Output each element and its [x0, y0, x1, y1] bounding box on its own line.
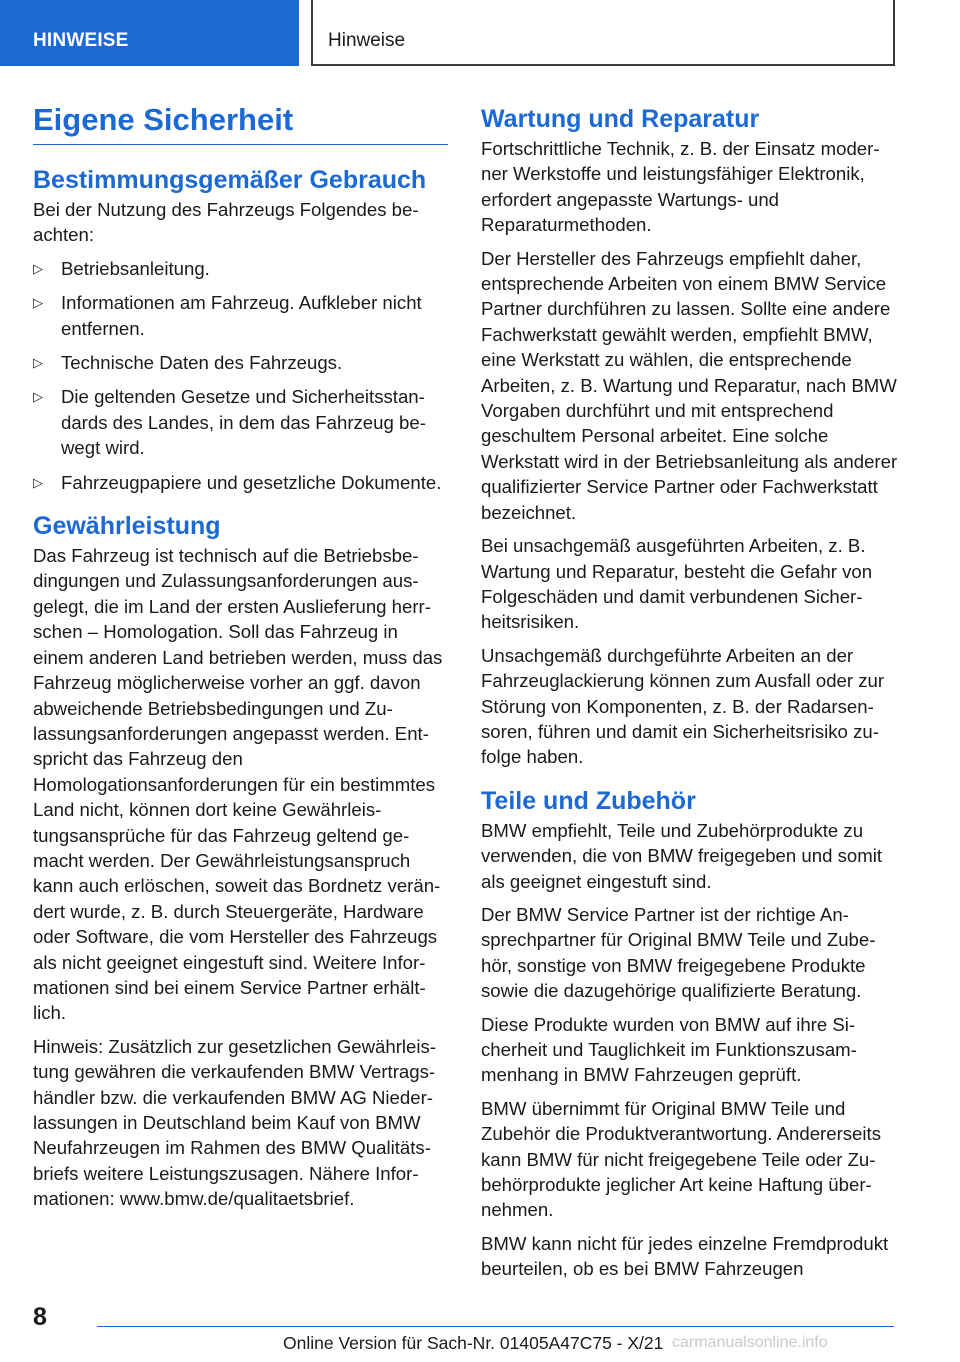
- paragraph: Fortschrittliche Technik, z. B. der Einsatz moderner Werkstoffe und leistungsfähiger Elektronik, erfordert angepasste Wartungs- und Reparaturmethoden.: [481, 138, 880, 236]
- list-item-text: Informationen am Fahrzeug. Aufkleber nicht entfernen.: [61, 292, 422, 339]
- section-header: [311, 0, 895, 66]
- paragraph: BMW empfiehlt, Teile und Zubehörprodukte zu verwenden, die von BMW freigegeben und somit als geeignet eingestuft sind.: [481, 819, 883, 892]
- paragraph: Diese Produkte wurden von BMW auf ihre Sicherheit und Tauglichkeit im Funktionszusammenhang in BMW Fahrzeugen geprüft.: [481, 1013, 857, 1086]
- paragraph: Der Hersteller des Fahrzeugs empfiehlt daher, entsprechende Arbeiten von einem BMW Service Partner durchführen zu lassen. Sollte eine andere Fachwerkstatt gewählt werden, empfiehlt BMW, eine Werkstatt zu wählen, die entsprechende Arbeiten, z. B. Wartung und Reparatur, nach BMW Vorgaben durchführt und mit entsprechend geschultem Personal arbeitet. Eine solche Werkstatt wird in der Betriebsanleitung als anderer qualifizierter Service Partner oder Fachwerkstatt bezeichnet.: [481, 247, 898, 523]
- section-title-warranty: Gewährleistung: [33, 512, 221, 541]
- list-item: [33, 470, 448, 495]
- list-item-text: Betriebsanleitung.: [61, 257, 210, 279]
- list-item: [33, 256, 448, 281]
- section-title-intended-use: Bestimmungsgemäßer Gebrauch: [33, 166, 427, 194]
- footer-divider: [97, 1326, 894, 1327]
- page-title: Eigene Sicherheit: [33, 100, 448, 145]
- list-item: [33, 350, 448, 375]
- paragraph: Unsachgemäß durchgeführte Arbeiten an der Fahrzeuglackierung können zum Ausfall oder zur Störung von Komponenten, z. B. der Radarsensoren, führen und damit ein Sicherheitsrisiko zufolge haben.: [481, 644, 885, 768]
- watermark: carmanualsonline.info: [672, 1334, 828, 1351]
- paragraph: Hinweis: Zusätzlich zur gesetzlichen Gewährleistung gewähren die verkaufenden BMW Vertragshändler bzw. die verkaufenden BMW AG Niederlassungen in Deutschland beim Kauf von BMW Neufahrzeugen im Rahmen des BMW Qualitätsbriefs weitere Leistungszusagen. Nähere Informationen: www.bmw.de/qualitaetsbrief.: [33, 1035, 437, 1210]
- paragraph: Bei unsachgemäß ausgeführten Arbeiten, z. B. Wartung und Reparatur, besteht die Gefahr von Folgeschäden und damit verbundenen Sicherheitsrisiken.: [481, 535, 873, 633]
- list-item: [33, 384, 448, 460]
- paragraph: Das Fahrzeug ist technisch auf die Betriebsbedingungen und Zulassungsanforderungen ausgelegt, die im Land der ersten Auslieferung herrschen – Homologation. Soll das Fahrzeug in einem anderen Land betrieben werden, muss das Fahrzeug möglicherweise vorher an ggf. davon abweichende Betriebsbedingungen und Zulassungsanforderungen angepasst werden. Entspricht das Fahrzeug den Homologationsanforderungen für ein bestimmtes Land nicht, können dort keine Gewährleistungsansprüche für das Fahrzeug geltend gemacht werden. Der Gewährleistungsanspruch kann auch erlöschen, soweit das Bordnetz verändert wurde, z. B. durch Steuergeräte, Hardware oder Software, die vom Hersteller des Fahrzeugs als nicht geeignet eingestuft sind. Weitere Informationen sind bei einem Service Partner erhältlich.: [33, 545, 443, 1024]
- page-number: 8: [33, 1303, 47, 1331]
- section-title-parts-accessories: Teile und Zubehör: [481, 786, 696, 815]
- chapter-tab-label: HINWEISE: [33, 30, 129, 51]
- bullet-triangle-icon: ▷: [33, 389, 43, 405]
- bullet-triangle-icon: ▷: [33, 260, 43, 276]
- section-title-maintenance: Wartung und Reparatur: [481, 105, 760, 133]
- bullet-triangle-icon: ▷: [33, 474, 43, 490]
- paragraph: BMW kann nicht für jedes einzelne Fremdprodukt beurteilen, ob es bei BMW Fahrzeugen: [481, 1232, 889, 1280]
- paragraph: Der BMW Service Partner ist der richtige Ansprechpartner für Original BMW Teile und Zubehör, sonstige von BMW freigegebene Produkte sowie die dazugehörige qualifizierte Beratung.: [481, 903, 876, 1002]
- paragraph: BMW übernimmt für Original BMW Teile und Zubehör die Produktverantwortung. Andererseits kann BMW für nicht freigegebene Teile oder Zubehörprodukte jeglicher Art keine Haftung übernehmen.: [481, 1097, 881, 1221]
- bullet-triangle-icon: ▷: [33, 355, 43, 371]
- section-header-label: Hinweise: [328, 30, 406, 51]
- bullet-list: [33, 256, 448, 495]
- bullet-triangle-icon: ▷: [33, 295, 43, 311]
- left-column: [33, 100, 448, 1220]
- chapter-tab: [0, 0, 299, 66]
- paragraph: Bei der Nutzung des Fahrzeugs Folgendes beachten:: [33, 199, 419, 246]
- list-item: [33, 290, 448, 341]
- list-item-text: Technische Daten des Fahrzeugs.: [61, 352, 343, 374]
- footer-online-version: Online Version für Sach-Nr. 01405A47C75 - X/21: [283, 1333, 664, 1353]
- list-item-text: Fahrzeugpapiere und gesetzliche Dokumente.: [61, 471, 442, 493]
- right-column: [481, 100, 899, 1290]
- list-item-text: Die geltenden Gesetze und Sicherheitsstandards des Landes, in dem das Fahrzeug bewegt wird.: [61, 386, 426, 459]
